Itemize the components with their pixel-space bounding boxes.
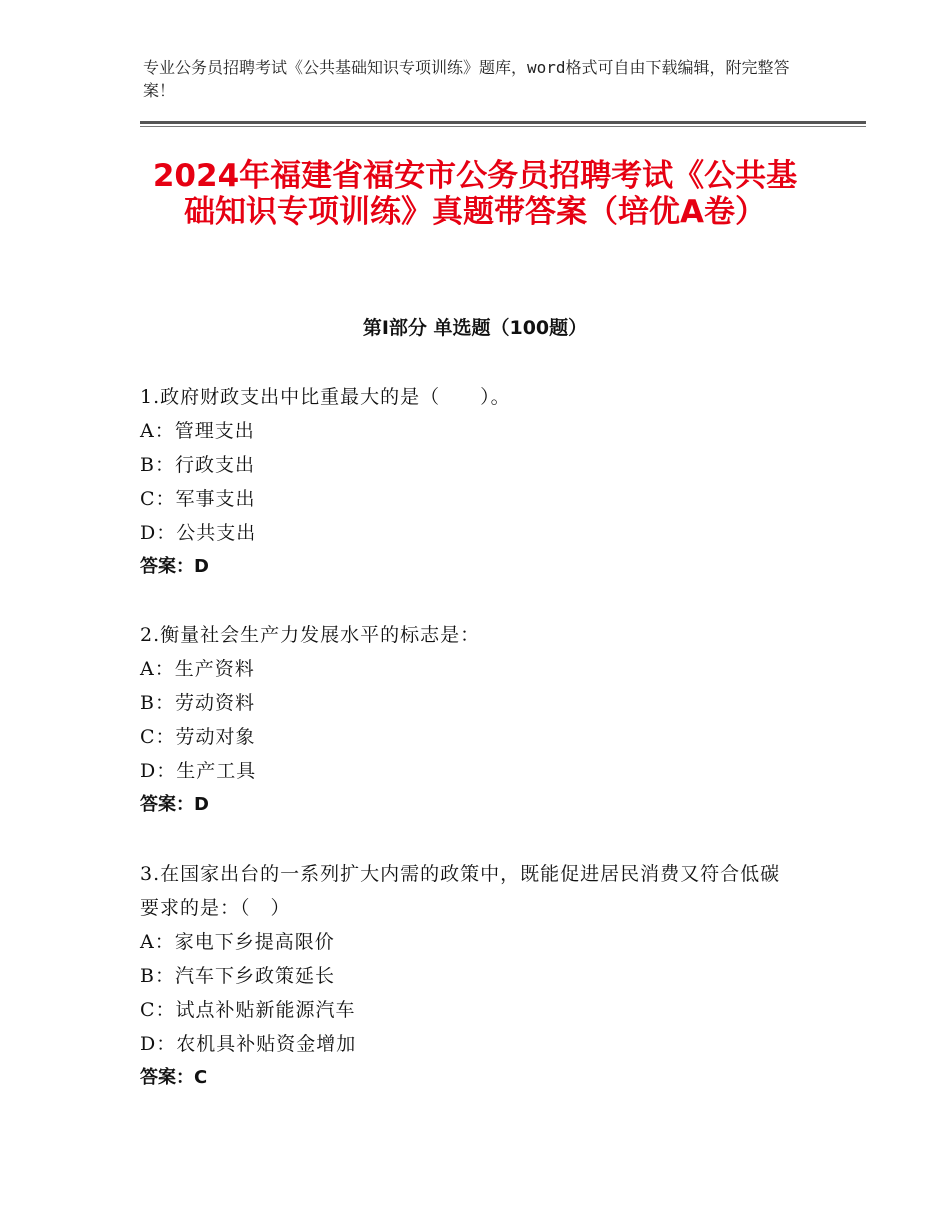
question-block [140,618,800,822]
option-c: C：试点补贴新能源汽车 [140,999,356,1021]
option-c: C：劳动对象 [140,726,256,748]
option-b: B：劳动资料 [140,692,255,714]
option-a: A：家电下乡提高限价 [140,931,335,953]
question-block [140,857,800,1095]
answer-line: 答案：D [140,556,209,577]
header-divider-thick [140,121,866,124]
question-block [140,380,800,584]
question-stem: 1.政府财政支出中比重最大的是（ ）。 [140,386,511,408]
answer-line: 答案：C [140,1067,208,1088]
option-a: A：管理支出 [140,420,255,442]
option-a: A：生产资料 [140,658,255,680]
option-c: C：军事支出 [140,488,256,510]
header-note: 专业公务员招聘考试《公共基础知识专项训练》题库，word格式可自由下载编辑，附完整答案！ [143,58,790,100]
header-divider-thin [140,126,866,127]
option-d: D：公共支出 [140,522,257,544]
option-d: D：农机具补贴资金增加 [140,1033,357,1055]
answer-line: 答案：D [140,794,209,815]
document-title: 2024年福建省福安市公务员招聘考试《公共基础知识专项训练》真题带答案（培优A卷） [152,158,798,230]
option-b: B：汽车下乡政策延长 [140,965,335,987]
question-stem: 2.衡量社会生产力发展水平的标志是： [140,624,481,646]
section-title: 第Ⅰ部分 单选题（100题） [362,317,588,339]
option-b: B：行政支出 [140,454,255,476]
option-d: D：生产工具 [140,760,257,782]
question-stem: 3.在国家出台的一系列扩大内需的政策中，既能促进居民消费又符合低碳要求的是：（ ） [140,863,781,919]
